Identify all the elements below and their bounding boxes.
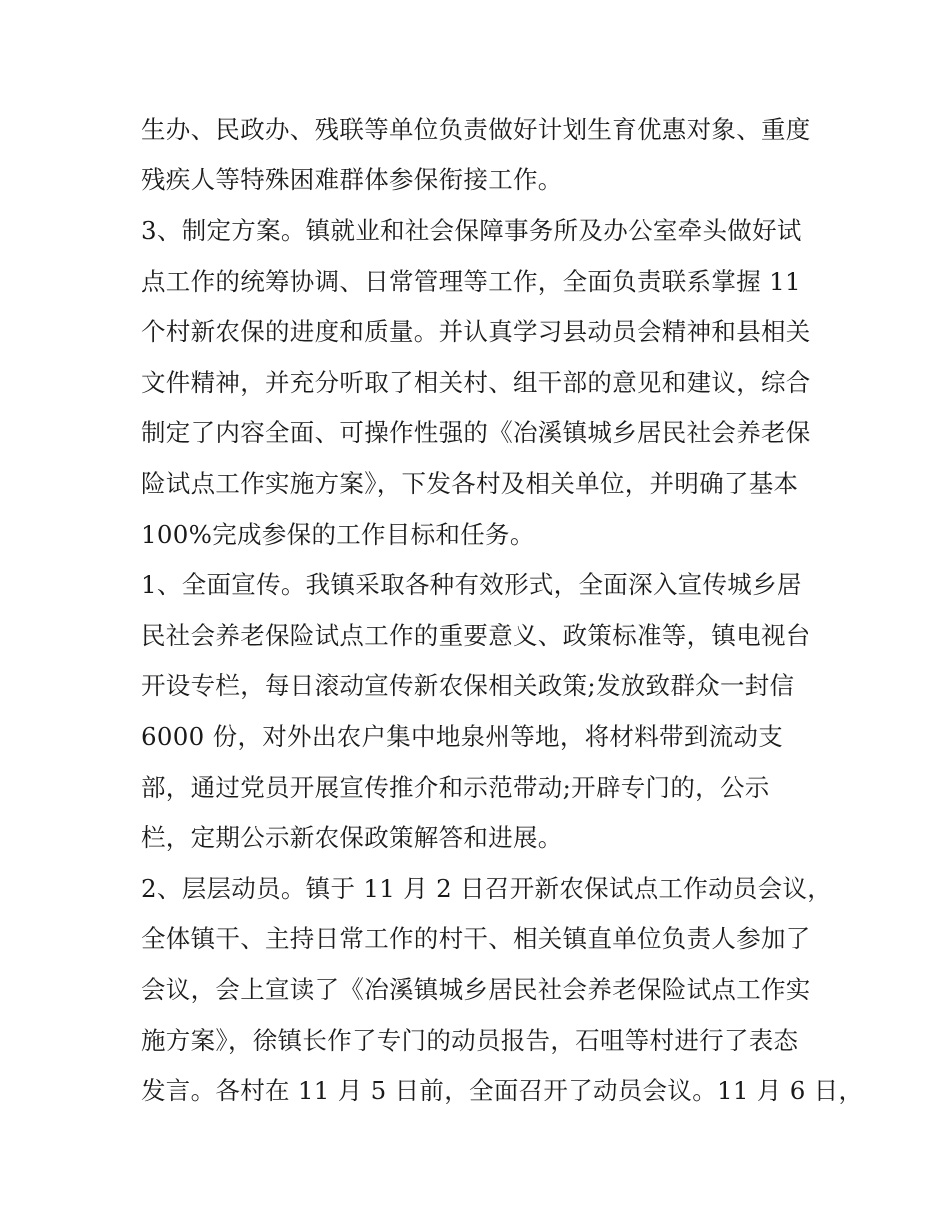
text-line: 6000 份，对外出农户集中地泉州等地，将材料带到流动支 [141,722,784,751]
text-line: 民社会养老保险试点工作的重要意义、政策标准等，镇电视台 [141,621,811,650]
text-line: 1、全面宣传。我镇采取各种有效形式，全面深入宣传城乡居 [141,570,802,599]
text-line: 施方案》，徐镇长作了专门的动员报告，石咀等村进行了表态 [141,1026,799,1055]
text-line: 残疾人等特殊困难群体参保衔接工作。 [141,165,563,194]
text-line: 发言。各村在 11 月 5 日前，全面召开了动员会议。11 月 6 日， [141,1076,864,1105]
text-line: 3、制定方案。镇就业和社会保障事务所及办公室牵头做好试 [141,216,802,245]
text-line: 点工作的统筹协调、日常管理等工作，全面负责联系掌握 11 [141,267,801,296]
text-line: 会议，会上宣读了《冶溪镇城乡居民社会养老保险试点工作实 [141,975,811,1004]
text-line: 部，通过党员开展宣传推介和示范带动;开辟专门的，公示 [141,773,770,802]
text-line: 险试点工作实施方案》，下发各村及相关单位，并明确了基本 [141,469,799,498]
text-line: 栏，定期公示新农保政策解答和进展。 [141,823,563,852]
text-line: 个村新农保的进度和质量。并认真学习县动员会精神和县相关 [141,317,811,346]
text-line: 全体镇干、主持日常工作的村干、相关镇直单位负责人参加了 [141,924,811,953]
text-line: 开设专栏，每日滚动宣传新农保相关政策;发放致群众一封信 [141,671,795,700]
text-line: 制定了内容全面、可操作性强的《冶溪镇城乡居民社会养老保 [141,418,811,447]
text-line: 2、层层动员。镇于 11 月 2 日召开新农保试点工作动员会议， [141,874,833,903]
text-line: 文件精神，并充分听取了相关村、组干部的意见和建议，综合 [141,368,811,397]
text-line: 生办、民政办、残联等单位负责做好计划生育优惠对象、重度 [141,115,811,144]
text-line: 100%完成参保的工作目标和任务。 [141,520,535,549]
